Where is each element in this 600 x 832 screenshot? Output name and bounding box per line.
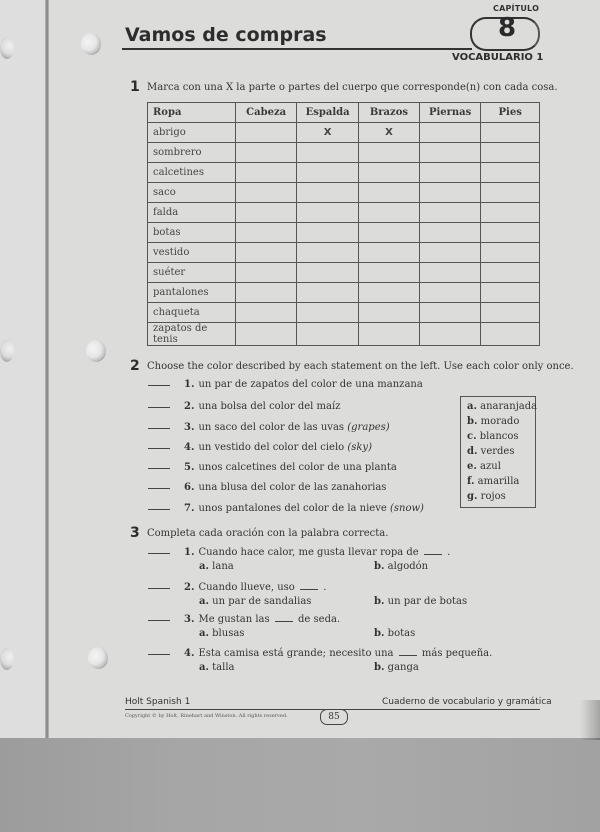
answer-blank[interactable] <box>148 509 170 510</box>
question-text-before: Cuando llueve, uso <box>198 582 295 593</box>
punch-hole-icon <box>88 647 108 669</box>
option-word: verdes <box>480 446 515 457</box>
option-word: anaranjada <box>480 401 538 412</box>
color-word-bank <box>460 396 536 508</box>
mark-cell[interactable] <box>236 243 297 263</box>
mark-cell[interactable] <box>481 323 540 346</box>
mark-cell[interactable] <box>358 203 419 223</box>
option-text: un par de sandalias <box>212 596 312 607</box>
option-letter: g. <box>467 491 478 502</box>
option-letter: b. <box>467 416 478 427</box>
clothing-item: vestido <box>148 243 236 263</box>
color-option <box>467 459 529 474</box>
mark-cell[interactable] <box>358 163 419 183</box>
mark-cell[interactable] <box>358 223 419 243</box>
table-row <box>148 183 540 203</box>
section-label: VOCABULARIO 1 <box>452 52 544 63</box>
option-letter: b. <box>374 596 385 607</box>
question-number: 4. <box>184 648 195 659</box>
statement-number: 7. <box>184 503 195 514</box>
option-letter: e. <box>467 461 477 472</box>
clothing-body-table <box>147 102 540 346</box>
activity-number: 3 <box>130 525 140 541</box>
mark-cell[interactable]: X <box>358 123 419 143</box>
option-word: azul <box>480 461 501 472</box>
mark-cell[interactable] <box>236 183 297 203</box>
mark-cell[interactable]: X <box>297 123 359 143</box>
color-option <box>467 399 538 414</box>
inline-blank <box>300 589 318 590</box>
option-word: amarilla <box>477 476 520 487</box>
punch-hole-icon <box>0 37 14 59</box>
mark-cell[interactable] <box>297 223 359 243</box>
option-b <box>374 561 428 572</box>
color-option <box>467 489 529 504</box>
mark-cell[interactable] <box>358 303 419 323</box>
clothing-item: zapatos de tenis <box>148 323 236 346</box>
mark-cell[interactable] <box>481 163 540 183</box>
clothing-item: pantalones <box>148 283 236 303</box>
statement-number: 6. <box>184 482 195 493</box>
answer-blank[interactable] <box>148 553 170 554</box>
inline-blank <box>399 655 417 656</box>
column-header: Piernas <box>419 103 481 123</box>
activity-number: 2 <box>130 358 140 374</box>
statement-text: un vestido del color del cielo <box>198 442 345 453</box>
page-shadow <box>580 700 600 740</box>
mark-cell[interactable] <box>419 243 481 263</box>
statement-text: una bolsa del color del maíz <box>198 401 341 412</box>
option-word: morado <box>480 416 520 427</box>
title-divider <box>122 48 472 50</box>
color-statement <box>148 422 390 433</box>
clothing-item: chaqueta <box>148 303 236 323</box>
option-text: talla <box>212 662 235 673</box>
clothing-item: sombrero <box>148 143 236 163</box>
statement-number: 3. <box>184 422 195 433</box>
option-word: rojos <box>480 491 506 502</box>
page-title: Vamos de compras <box>125 24 327 46</box>
statement-number: 5. <box>184 462 195 473</box>
color-option <box>467 474 529 489</box>
mark-cell[interactable] <box>481 223 540 243</box>
question-text-after: de seda. <box>298 614 341 625</box>
mark-cell[interactable] <box>297 243 359 263</box>
option-a <box>199 628 244 639</box>
statement-gloss: (grapes) <box>347 422 390 433</box>
table-row <box>148 203 540 223</box>
option-text: lana <box>212 561 234 572</box>
color-option <box>467 429 529 444</box>
answer-blank[interactable] <box>148 620 170 621</box>
mark-cell[interactable] <box>419 303 481 323</box>
statement-text: unos calcetines del color de una planta <box>198 462 397 473</box>
option-a <box>199 662 235 673</box>
column-header: Pies <box>481 103 540 123</box>
page-number: 85 <box>320 709 348 725</box>
option-b <box>374 662 419 673</box>
mark-cell[interactable] <box>358 283 419 303</box>
mark-cell[interactable] <box>419 143 481 163</box>
clothing-item: calcetines <box>148 163 236 183</box>
chapter-label: CAPÍTULO <box>493 4 540 13</box>
footer-workbook-title: Cuaderno de vocabulario y gramática <box>382 697 552 707</box>
mark-cell[interactable] <box>419 123 481 143</box>
option-letter: a. <box>199 561 209 572</box>
copyright-notice: Copyright © by Holt, Rinehart and Winston. All rights reserved. <box>125 713 288 719</box>
option-letter: a. <box>467 401 477 412</box>
table-row <box>148 243 540 263</box>
mark-cell[interactable] <box>297 203 359 223</box>
option-text: ganga <box>387 662 419 673</box>
answer-blank[interactable] <box>148 654 170 655</box>
mark-cell[interactable] <box>481 263 540 283</box>
option-a <box>199 596 311 607</box>
option-letter: a. <box>199 596 209 607</box>
mark-cell[interactable] <box>236 283 297 303</box>
completion-question <box>148 614 340 625</box>
option-letter: a. <box>199 662 209 673</box>
table-row <box>148 263 540 283</box>
mark-cell[interactable] <box>481 243 540 263</box>
color-statement <box>148 442 372 453</box>
clothing-item: abrigo <box>148 123 236 143</box>
activity-instruction: Choose the color described by each statement on the left. Use each color only once. <box>147 361 574 372</box>
table-row <box>148 143 540 163</box>
answer-blank[interactable] <box>148 385 170 386</box>
option-word: blancos <box>479 431 519 442</box>
question-text-before: Cuando hace calor, me gusta llevar ropa de <box>198 547 419 558</box>
color-statement <box>148 482 386 493</box>
mark-cell[interactable] <box>236 303 297 323</box>
mark-cell[interactable] <box>358 143 419 163</box>
facing-page-edge <box>0 0 46 738</box>
mark-cell[interactable] <box>419 223 481 243</box>
statement-number: 4. <box>184 442 195 453</box>
mark-cell[interactable] <box>358 323 419 346</box>
clothing-item: botas <box>148 223 236 243</box>
answer-blank[interactable] <box>148 428 170 429</box>
completion-question <box>148 648 492 659</box>
statement-text: unos pantalones del color de la nieve <box>198 503 387 514</box>
activity-number: 1 <box>130 79 140 95</box>
completion-question <box>148 582 326 593</box>
option-letter: b. <box>374 561 385 572</box>
question-text-after: más pequeña. <box>421 648 493 659</box>
option-text: blusas <box>212 628 245 639</box>
mark-cell[interactable] <box>297 263 359 283</box>
question-number: 1. <box>184 547 195 558</box>
column-header: Espalda <box>297 103 359 123</box>
option-letter: f. <box>467 476 475 487</box>
clothing-item: saco <box>148 183 236 203</box>
mark-cell[interactable] <box>297 283 359 303</box>
mark-cell[interactable] <box>236 163 297 183</box>
mark-cell[interactable] <box>419 203 481 223</box>
mark-cell[interactable] <box>419 183 481 203</box>
answer-blank[interactable] <box>148 588 170 589</box>
punch-hole-icon <box>0 340 14 362</box>
option-letter: d. <box>467 446 478 457</box>
mark-cell[interactable] <box>236 143 297 163</box>
option-letter: b. <box>374 628 385 639</box>
answer-blank[interactable] <box>148 407 170 408</box>
table-row <box>148 283 540 303</box>
activity-instruction: Marca con una X la parte o partes del cuerpo que corresponde(n) con cada cosa. <box>147 82 558 93</box>
statement-number: 2. <box>184 401 195 412</box>
color-statement <box>148 503 424 514</box>
mark-cell[interactable] <box>236 223 297 243</box>
question-text-after: . <box>447 547 451 558</box>
table-row <box>148 223 540 243</box>
column-header: Ropa <box>148 103 236 123</box>
table-header-row <box>148 103 540 123</box>
color-statement <box>148 462 397 473</box>
completion-question <box>148 547 450 558</box>
answer-blank[interactable] <box>148 448 170 449</box>
color-option <box>467 414 529 429</box>
clothing-item: falda <box>148 203 236 223</box>
option-letter: a. <box>199 628 209 639</box>
option-text: algodón <box>387 561 429 572</box>
mark-cell[interactable] <box>236 263 297 283</box>
mark-cell[interactable] <box>236 203 297 223</box>
mark-cell[interactable] <box>481 183 540 203</box>
statement-text: una blusa del color de las zanahorias <box>198 482 387 493</box>
mark-cell[interactable] <box>297 323 359 346</box>
column-header: Cabeza <box>236 103 297 123</box>
color-statement <box>148 379 423 390</box>
punch-hole-icon <box>81 33 101 55</box>
option-a <box>199 561 234 572</box>
statement-gloss: (snow) <box>389 503 424 514</box>
option-letter: b. <box>374 662 385 673</box>
punch-hole-icon <box>0 648 14 670</box>
question-text-after: . <box>323 582 327 593</box>
mark-cell[interactable] <box>481 283 540 303</box>
option-text: un par de botas <box>387 596 468 607</box>
mark-cell[interactable] <box>481 303 540 323</box>
statement-text: un saco del color de las uvas <box>198 422 345 433</box>
mark-cell[interactable] <box>358 263 419 283</box>
mark-cell[interactable] <box>236 123 297 143</box>
table-row <box>148 323 540 346</box>
statement-number: 1. <box>184 379 195 390</box>
answer-blank[interactable] <box>148 488 170 489</box>
chapter-number: 8 <box>497 13 517 43</box>
mark-cell[interactable] <box>297 183 359 203</box>
footer-book-title: Holt Spanish 1 <box>125 697 191 707</box>
punch-hole-icon <box>86 340 106 362</box>
mark-cell[interactable] <box>358 183 419 203</box>
mark-cell[interactable] <box>481 143 540 163</box>
column-header: Brazos <box>358 103 419 123</box>
mark-cell[interactable] <box>481 203 540 223</box>
mark-cell[interactable] <box>297 143 359 163</box>
option-b <box>374 628 415 639</box>
mark-cell[interactable] <box>419 163 481 183</box>
statement-gloss: (sky) <box>347 442 372 453</box>
color-option <box>467 444 529 459</box>
question-text-before: Esta camisa está grande; necesito una <box>198 648 394 659</box>
mark-cell[interactable] <box>358 243 419 263</box>
question-number: 3. <box>184 614 195 625</box>
clothing-item: suéter <box>148 263 236 283</box>
question-text-before: Me gustan las <box>198 614 270 625</box>
question-number: 2. <box>184 582 195 593</box>
table-row <box>148 163 540 183</box>
inline-blank <box>424 554 442 555</box>
option-letter: c. <box>467 431 477 442</box>
option-text: botas <box>387 628 416 639</box>
table-row <box>148 123 540 143</box>
statement-text: un par de zapatos del color de una manzana <box>198 379 423 390</box>
mark-cell[interactable] <box>419 283 481 303</box>
mark-cell[interactable] <box>297 163 359 183</box>
mark-cell[interactable] <box>297 303 359 323</box>
color-statement <box>148 401 340 412</box>
inline-blank <box>275 621 293 622</box>
mark-cell[interactable] <box>236 323 297 346</box>
activity-instruction: Completa cada oración con la palabra correcta. <box>147 528 389 539</box>
mark-cell[interactable] <box>481 123 540 143</box>
table-row <box>148 303 540 323</box>
option-b <box>374 596 467 607</box>
mark-cell[interactable] <box>419 323 481 346</box>
answer-blank[interactable] <box>148 468 170 469</box>
mark-cell[interactable] <box>419 263 481 283</box>
scanner-background <box>0 738 600 832</box>
